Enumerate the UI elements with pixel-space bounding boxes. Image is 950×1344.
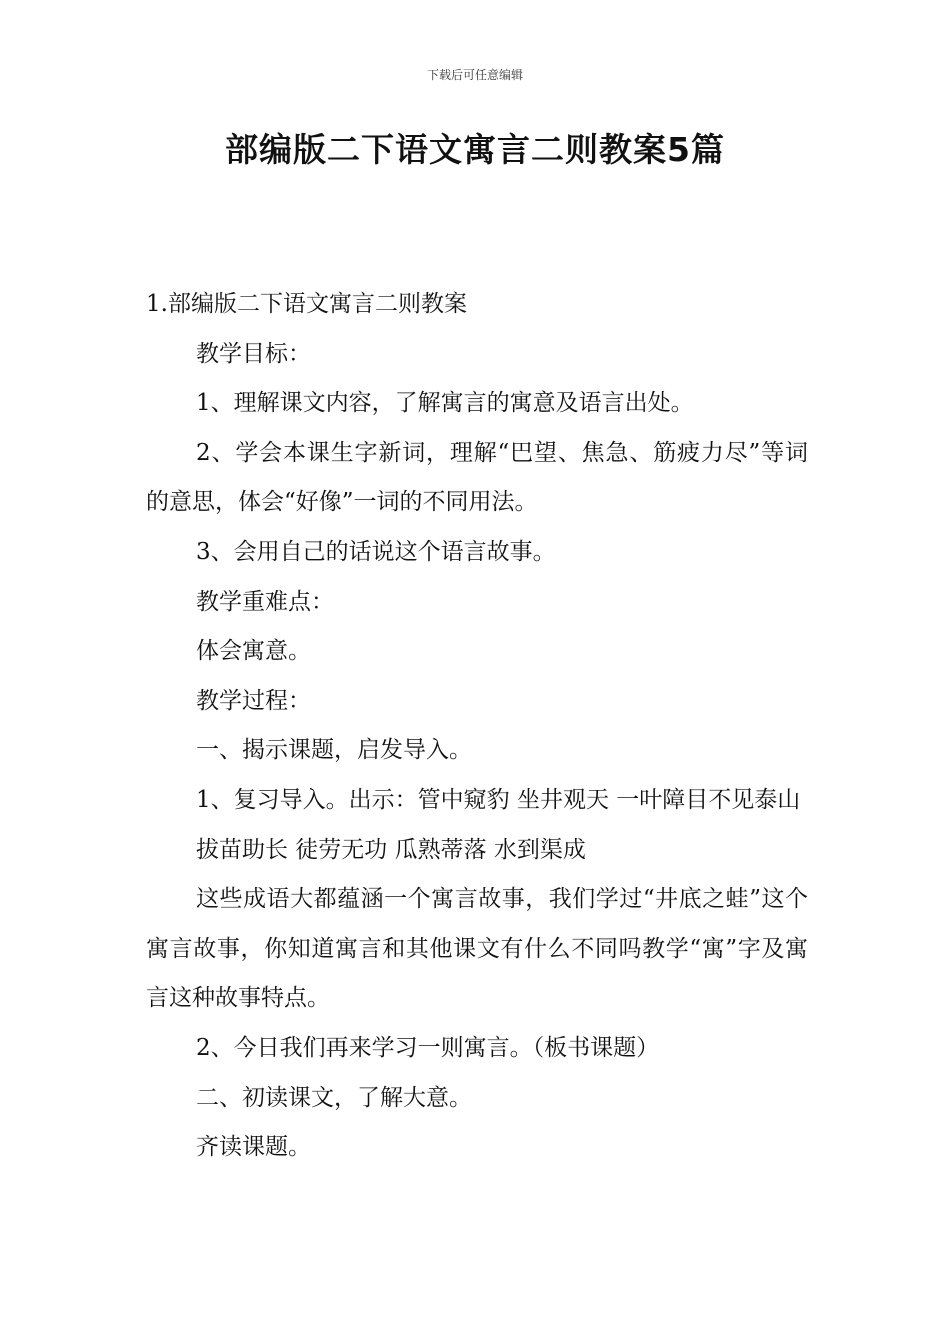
paragraph-goal-3: 3、会用自己的话说这个语言故事。 — [196, 538, 556, 565]
paragraph-new-fable: 2、今日我们再来学习一则寓言。（板书课题） — [196, 1034, 660, 1061]
document-body — [146, 280, 808, 1173]
section-heading: 1.部编版二下语文寓言二则教案 — [146, 291, 467, 317]
paragraph-key-points-heading: 教学重难点： — [196, 588, 334, 615]
paragraph-process-heading: 教学过程： — [196, 687, 311, 714]
paragraph-goal-2: 2、学会本课生字新词，理解“巴望、焦急、筋疲力尽”等词的意思，体会“好像”一词的不同用法。 — [146, 439, 808, 516]
paragraph-goal-1: 1、理解课文内容，了解寓言的寓意及语言出处。 — [196, 390, 694, 417]
paragraph-key-point: 体会寓意。 — [196, 638, 311, 665]
header-note: 下载后可任意编辑 — [426, 68, 523, 82]
paragraph-read-title: 齐读课题。 — [196, 1134, 311, 1161]
document-title: 部编版二下语文寓言二则教案5篇 — [225, 130, 725, 169]
paragraph-fable-explanation: 这些成语大都蕴涵一个寓言故事，我们学过“井底之蛙”这个寓言故事，你知道寓言和其他课文有什么不同吗教学“寓”字及寓言这种故事特点。 — [146, 886, 808, 1012]
paragraph-step-1: 一、揭示课题，启发导入。 — [196, 737, 472, 764]
paragraph-review-intro: 1、复习导入。出示：管中窥豹 坐井观天 一叶障目不见泰山 — [196, 786, 801, 813]
paragraph-teaching-goals-heading: 教学目标： — [196, 340, 311, 367]
paragraph-idioms: 拔苗助长 徒劳无功 瓜熟蒂落 水到渠成 — [196, 836, 586, 863]
paragraph-step-2: 二、初读课文，了解大意。 — [196, 1084, 472, 1111]
